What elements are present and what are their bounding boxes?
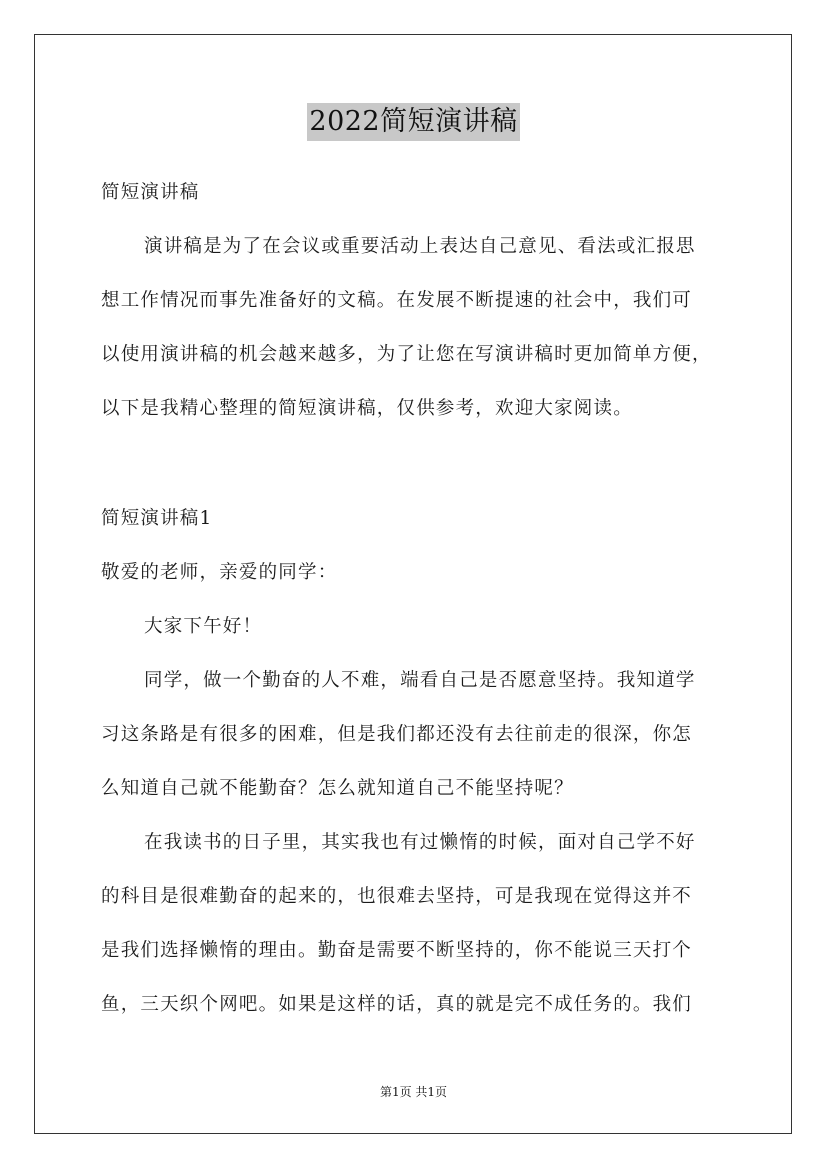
paragraph-line: 鱼，三天织个网吧。如果是这样的话，真的就是完不成任务的。我们	[101, 994, 693, 1015]
paragraph-line: 演讲稿是为了在会议或重要活动上表达自己意见、看法或汇报思	[144, 236, 696, 257]
paragraph-line: 在我读书的日子里，其实我也有过懒惰的时候，面对自己学不好	[144, 832, 696, 853]
paragraph-line: 的科目是很难勤奋的起来的，也很难去坚持，可是我现在觉得这并不	[101, 886, 693, 907]
paragraph-line: 想工作情况而事先准备好的文稿。在发展不断提速的社会中，我们可	[101, 290, 693, 311]
salutation: 敬爱的老师，亲爱的同学：	[101, 562, 338, 583]
section-heading: 简短演讲稿1	[101, 508, 213, 529]
document-title: 2022简短演讲稿	[307, 103, 519, 141]
paragraph-line: 是我们选择懒惰的理由。勤奋是需要不断坚持的，你不能说三天打个	[101, 940, 693, 961]
page-footer: 第1页 共1页	[379, 1085, 448, 1099]
title-container	[0, 103, 827, 141]
greeting: 大家下午好！	[144, 616, 263, 637]
paragraph-line: 以使用演讲稿的机会越来越多，为了让您在写演讲稿时更加简单方便，	[101, 344, 712, 365]
paragraph-line: 习这条路是有很多的困难，但是我们都还没有去往前走的很深，你怎	[101, 724, 693, 745]
paragraph-line: 同学，做一个勤奋的人不难，端看自己是否愿意坚持。我知道学	[144, 670, 696, 691]
paragraph-line: 么知道自己就不能勤奋？怎么就知道自己不能坚持呢？	[101, 778, 574, 799]
section-heading: 简短演讲稿	[101, 182, 200, 203]
paragraph-line: 以下是我精心整理的简短演讲稿，仅供参考，欢迎大家阅读。	[101, 398, 633, 419]
